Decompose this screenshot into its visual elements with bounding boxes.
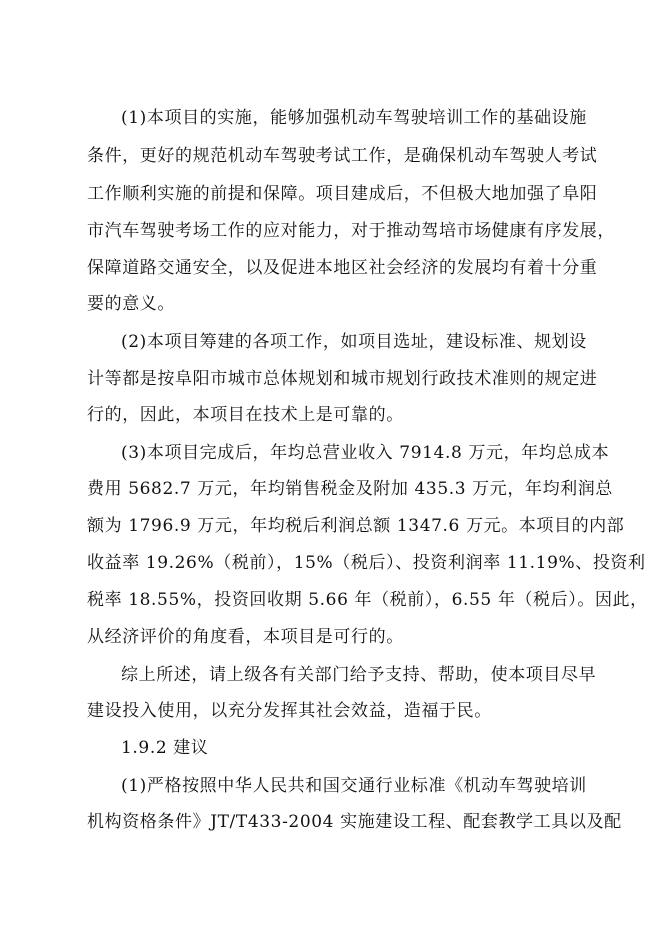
section-number-title: 1.9.2 建议 [121,738,209,758]
text-line: 要的意义。 [87,294,175,314]
text-line: (3)本项目完成后，年均总营业收入 7914.8 万元，年均总成本 [121,443,610,463]
text-line: (1)严格按照中华人民共和国交通行业标准《机动车驾驶培训 [121,776,587,796]
text-line: 额为 1796.9 万元，年均税后利润总额 1347.6 万元。本项目的内部 [87,516,625,536]
text-line: 机构资格条件》JT/T433-2004 实施建设工程、配套教学工具以及配 [87,812,622,832]
text-line: 保障道路交通安全，以及促进本地区社会经济的发展均有着十分重 [87,258,598,278]
text-line: 工作顺利实施的前提和保障。项目建成后，不但极大地加强了阜阳 [87,184,598,204]
text-line: 税率 18.55%，投资回收期 5.66 年（税前），6.55 年（税后）。因此， [87,590,648,610]
text-line: 条件，更好的规范机动车驾驶考试工作，是确保机动车驾驶人考试 [87,146,598,166]
text-line: 综上所述，请上级各有关部门给予支持、帮助，使本项目尽早 [121,665,597,685]
text-line: 市汽车驾驶考场工作的应对能力，对于推动驾培市场健康有序发展， [87,221,615,241]
text-line: 收益率 19.26%（税前），15%（税后）、投资利润率 11.19%、投资利 [87,553,646,573]
text-line: 计等都是按阜阳市城市总体规划和城市规划行政技术准则的规定进 [87,369,598,389]
text-line: 费用 5682.7 万元，年均销售税金及附加 435.3 万元，年均利润总 [87,479,613,499]
text-line: 从经济评价的角度看，本项目是可行的。 [87,627,404,647]
text-line: 建设投入使用，以充分发挥其社会效益，造福于民。 [87,701,492,721]
text-line: (1)本项目的实施，能够加强机动车驾驶培训工作的基础设施 [121,108,587,128]
text-line: 行的，因此，本项目在技术上是可靠的。 [87,405,404,425]
text-line: (2)本项目筹建的各项工作，如项目选址，建设标准、规划设 [121,332,587,352]
